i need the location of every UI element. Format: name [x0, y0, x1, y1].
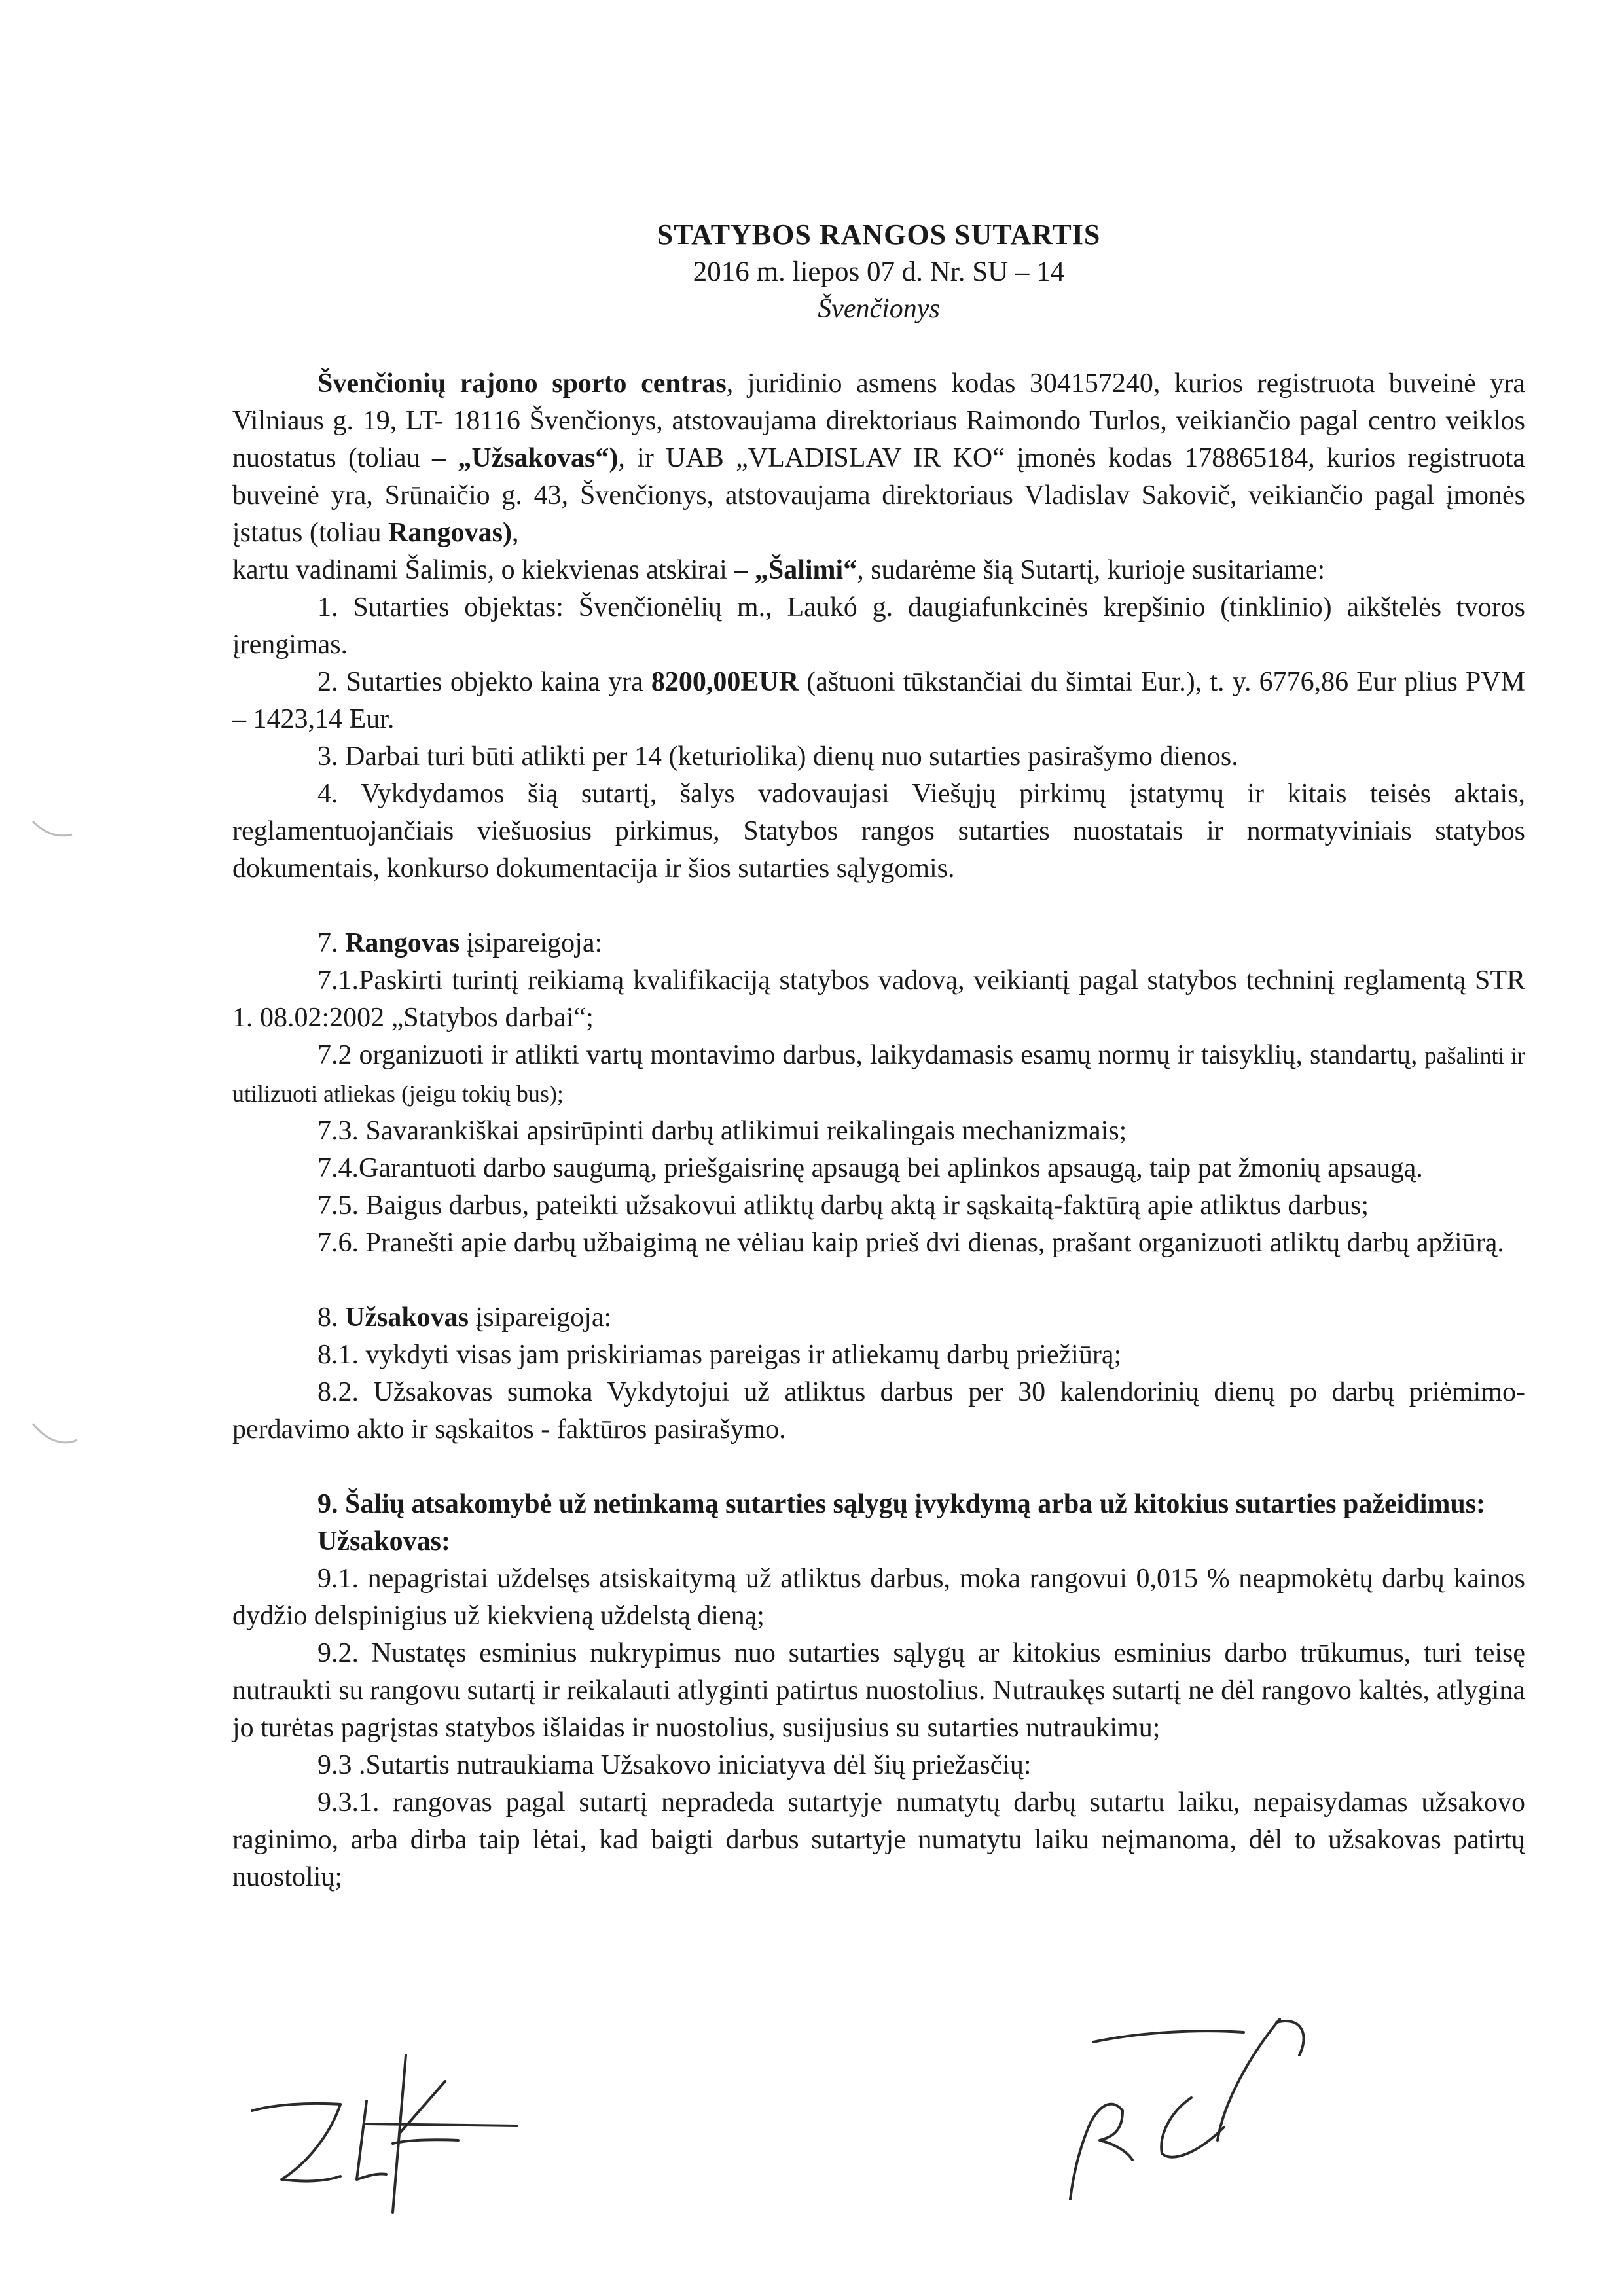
party-single: „Šalimi“ [754, 555, 857, 585]
document-city: Švenčionys [818, 294, 940, 324]
clause-9-2: 9.2. Nustatęs esminius nukrypimus nuo sutarties sąlygų ar kitokius esminius darbo trūkumus, turi teisę nutraukti su rangovu sutartį ir reikalauti atlyginti patirtus nuostolius. Nutraukęs sutartį ne dėl rangovo kaltės, atlygina jo turėtas pagrįstas statybos išlaidas ir nuostolius, susijusius su sutarties nutraukimu; [232, 1638, 1525, 1743]
signature-left [252, 2055, 517, 2212]
section-7-num: 7. [317, 928, 345, 958]
section-8-num: 8. [317, 1302, 345, 1333]
intro-text-1: , juridinio asmens kodas 304157240, kurios registruota buveinė yra Vilniaus g. 19, LT- 18116 Švenčionys, atstovaujama direktoriaus Raimondo Turlos, veikiančio pagal centro veiklos nuostatus (toliau – [232, 368, 1525, 473]
section-8-heading-tail: įsipareigoja: [469, 1302, 612, 1333]
section-7-party: Rangovas [345, 928, 460, 958]
scan-margin-marks [33, 821, 77, 1443]
party1-name: Švenčionių rajono sporto centras [317, 368, 727, 399]
intro-text-3: , [512, 518, 519, 548]
contract-price: 8200,00EUR [651, 667, 799, 697]
section-9-subheading: Užsakovas: [317, 1526, 451, 1556]
party2-short: Rangovas) [388, 518, 513, 548]
section-8-party: Užsakovas [345, 1302, 469, 1333]
clause-2-text-b: (aštuoni tūkstančiai du šimtai Eur.), t. y. 6776,86 Eur plius PVM – 1423,14 Eur. [232, 667, 1526, 734]
clause-7-4: 7.4.Garantuoti darbo saugumą, priešgaisrinę apsaugą bei aplinkos apsaugą, taip pat žmonių apsaugą. [317, 1153, 1423, 1183]
clause-7-3: 7.3. Savarankiškai apsirūpinti darbų atlikimui reikalingais mechanizmais; [317, 1116, 1127, 1146]
clause-3: 3. Darbai turi būti atlikti per 14 (keturiolika) dienų nuo sutarties pasirašymo dienos. [317, 742, 1238, 772]
clause-2-text-a: 2. Sutarties objekto kaina yra [317, 667, 651, 697]
party1-short: „Užsakovas“) [458, 443, 619, 473]
clause-9-3-1: 9.3.1. rangovas pagal sutartį nepradeda sutartyje numatytų darbų sutartu laiku, nepaisydamas užsakovo raginimo, arba dirba taip lėtai, kad baigti darbus sutartyje numatytu laiku neįmanoma, dėl to užsakovas patirtų nuostolių; [232, 1787, 1525, 1892]
document-date-number: 2016 m. liepos 07 d. Nr. SU – 14 [693, 257, 1065, 287]
clause-4: 4. Vykdydamos šią sutartį, šalys vadovaujasi Viešųjų pirkimų įstatymų ir kitais teisės aktais, reglamentuojančiais viešuosius pirkimus, Statybos rangos sutarties nuostatais ir normatyviniais statybos dokumentais, konkurso dokumentacija ir šios sutarties sąlygomis. [232, 779, 1525, 884]
intro-text-2: , ir UAB „VLADISLAV IR KO“ įmonės kodas 178865184, kurios registruota buveinė yra, Srūnaičio g. 43, Švenčionys, atstovaujama direktoriaus Vladislav Sakovič, veikiančio pagal įmonės įstatus (toliau [232, 443, 1525, 548]
section-9-heading: 9. Šalių atsakomybė už netinkamą sutarties sąlygų įvykdymą arba už kitokius sutarties pažeidimus: [317, 1489, 1486, 1519]
clause-9-3: 9.3 .Sutartis nutraukiama Užsakovo iniciatyva dėl šių priežasčių: [317, 1750, 1032, 1780]
signature-right [1070, 2019, 1304, 2199]
clause-7-5: 7.5. Baigus darbus, pateikti užsakovui atliktų darbų aktą ir sąskaitą-faktūrą apie atliktus darbus; [317, 1191, 1369, 1221]
clause-8-1: 8.1. vykdyti visas jam priskiriamas pareigas ir atliekamų darbų priežiūrą; [317, 1340, 1122, 1370]
section-7-heading-tail: įsipareigoja: [460, 928, 603, 958]
clause-7-6: 7.6. Pranešti apie darbų užbaigimą ne vėliau kaip prieš dvi dienas, prašant organizuoti atliktų darbų apžiūrą. [317, 1228, 1504, 1258]
clause-7-2-text-a: 7.2 organizuoti ir atlikti vartų montavimo darbus, laikydamasis esamų normų ir taisyklių, standartų, [317, 1040, 1425, 1070]
clause-8-2: 8.2. Užsakovas sumoka Vykdytojui už atliktus darbus per 30 kalendorinių dienų po darbų priėmimo-perdavimo akto ir sąskaitos - faktūros pasirašymo. [232, 1377, 1525, 1444]
intro-line2-b: , sudarėme šią Sutartį, kurioje susitariame: [857, 555, 1326, 585]
clause-7-2-text-b: pašalinti ir utilizuoti atliekas (jeigu tokių bus); [232, 1043, 1525, 1107]
document-title: STATYBOS RANGOS SUTARTIS [657, 219, 1101, 251]
intro-line2-a: kartu vadinami Šalimis, o kiekvienas atskirai – [232, 555, 755, 585]
clause-1: 1. Sutarties objektas: Švenčionėlių m., Laukó g. daugiafunkcinės krepšinio (tinklinio) aikštelės tvoros įrengimas. [232, 592, 1525, 660]
clause-9-1: 9.1. nepagristai uždelsęs atsiskaitymą už atliktus darbus, moka rangovui 0,015 % neapmokėtų darbų kainos dydžio delspinigius už kiekvieną uždelstą dieną; [232, 1564, 1525, 1631]
clause-7-1: 7.1.Paskirti turintį reikiamą kvalifikaciją statybos vadovą, veikiantį pagal statybos techninį reglamentą STR 1. 08.02:2002 „Statybos darbai“; [232, 965, 1525, 1033]
